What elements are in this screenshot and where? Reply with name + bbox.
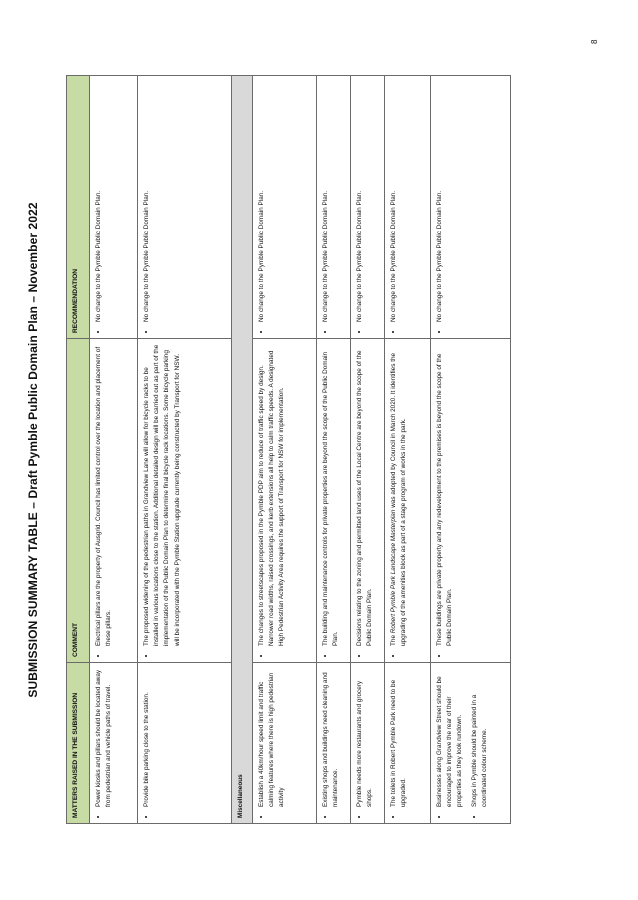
list-item: • Power kiosks and pillars should be located away from pedestrian and vehicle paths of travel. [93, 668, 114, 807]
comment-text-post: was adopted by Council in March 2020. It identifies the upgrading of the amenities block as part of a stage program of works in the park. [390, 352, 408, 646]
recommendation-cell [90, 76, 138, 339]
document-title: SUBMISSION SUMMARY TABLE – Draft Pymble Public Domain Plan – November 2022 [26, 202, 40, 698]
table-row [385, 76, 431, 824]
recommendation-cell [431, 76, 511, 339]
list-item: • The proposed widening of the pedestrian paths in Grandview Lane will allow for bicycle racks to be installed in various locations close to the station. Additional detailed design will be carried out as part of the implementation of the Public Domain Plan to determine final bicycle rack locations. Some bicycle parking will be incorporated with the Pymble Station upgrade currently being constructed by Transport for NSW. [141, 344, 183, 646]
page-number: 8 [590, 39, 599, 44]
table-header-row [67, 76, 90, 824]
list-item: • Existing shops and buildings need cleaning and maintenance. [320, 668, 341, 807]
table-row [431, 76, 511, 824]
list-item: • Shops in Pymble should be painted in a coordinated colour scheme. [469, 668, 490, 807]
recommendation-cell [253, 76, 317, 339]
comment-cell [317, 339, 351, 663]
matters-cell [138, 663, 232, 824]
list-item: • No change to the Pymble Public Domain Plan. [256, 81, 267, 322]
comment-cell [138, 339, 232, 663]
list-item: • Pymble needs more restaurants and grocery shops. [354, 668, 375, 807]
matters-cell [253, 663, 317, 824]
comment-text-pre: The [390, 633, 397, 646]
comment-cell [431, 339, 511, 663]
list-item: • The toilets in Robert Pymble Park need to be upgraded. [388, 668, 409, 807]
header-comment: COMMENT [67, 339, 90, 663]
list-item: • Establish a 40km/hour speed limit and traffic calming features where there is high pedestrian activity [256, 668, 288, 807]
recommendation-cell [351, 76, 385, 339]
submission-summary-table [66, 75, 511, 824]
table-row [351, 76, 385, 824]
list-item: • Provide bike parking close to the station. [141, 668, 152, 807]
comment-cell [351, 339, 385, 663]
list-item: • The building and maintenance controls for private properties are beyond the scope of the Public Domain Plan. [320, 344, 341, 646]
recommendation-cell [385, 76, 431, 339]
matters-cell [351, 663, 385, 824]
list-item: • Electrical pillars are the property of Ausgrid. Council has limited control over the location and placement of these pillars. [93, 344, 114, 646]
list-item: • No change to the Pymble Public Domain Plan. [320, 81, 331, 322]
section-heading: Miscellaneous [232, 76, 253, 824]
list-item: • Decisions relating to the zoning and permitted land uses of the Local Centre are beyond the scope of the Public Domain Plan. [354, 344, 375, 646]
comment-cell [253, 339, 317, 663]
section-row [232, 76, 253, 824]
matters-cell [431, 663, 511, 824]
list-item: • No change to the Pymble Public Domain Plan. [354, 81, 365, 322]
list-item [388, 344, 409, 646]
list-item: • No change to the Pymble Public Domain Plan. [141, 81, 152, 322]
comment-cell [90, 339, 138, 663]
table-row [253, 76, 317, 824]
header-recommendation: RECOMMENDATION [67, 76, 90, 339]
table-row [90, 76, 138, 824]
recommendation-cell [317, 76, 351, 339]
header-matters: MATTERS RAISED IN THE SUBMISSION [67, 663, 90, 824]
list-item: • The changes to streetscapes proposed in the Pymble PDP aim to reduce of traffic speed by design. Narrower road widths, raised crossings, and kerb extensions all help to calm traffic speeds. A designated High Pedestrian Activity Area requires the support of Transport for NSW for implementation. [256, 344, 288, 646]
comment-italic-title: Robert Pymble Park Landscape Masterplan [390, 509, 397, 634]
matters-cell [317, 663, 351, 824]
list-item: • No change to the Pymble Public Domain Plan. [434, 81, 445, 322]
comment-cell [385, 339, 431, 663]
list-item: • No change to the Pymble Public Domain Plan. [388, 81, 399, 322]
table-row [317, 76, 351, 824]
list-item: • These buildings are private property and any redevelopment to the premises is beyond the scope of the Public Domain Plan. [434, 344, 455, 646]
matters-cell [385, 663, 431, 824]
matters-cell [90, 663, 138, 824]
table-row [138, 76, 232, 824]
recommendation-cell [138, 76, 232, 339]
list-item: • No change to the Pymble Public Domain Plan. [93, 81, 104, 322]
list-item: • Businesses along Grandview Street should be encouraged to improve the rear of their properties as they look rundown. [434, 668, 466, 807]
